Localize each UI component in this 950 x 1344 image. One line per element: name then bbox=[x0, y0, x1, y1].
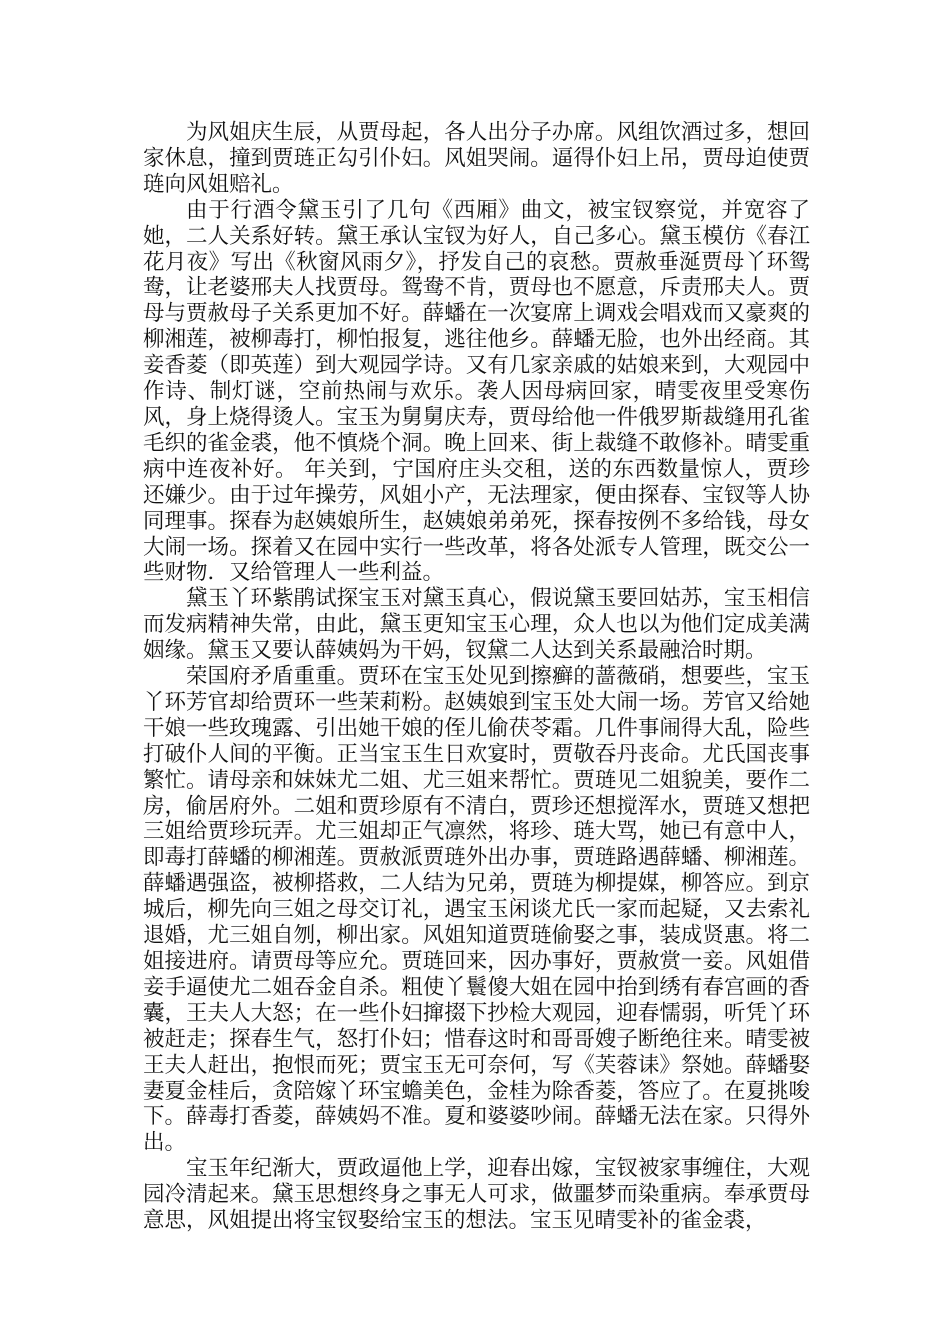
paragraph-2: 由于行酒令黛玉引了几句《西厢》曲文，被宝钗察觉，并宽容了她，二人关系好转。黛王承认宝钗为好人，自己多心。黛玉模仿《春江花月夜》写出《秋窗风雨夕》，抒发自己的哀愁。贾赦垂涎贾母丫环鸳鸯，让老婆邢夫人找贾母。鸳鸯不肯，贾母也不愿意，斥责邢夫人。贾母与贾赦母子关系更加不好。薛蟠在一次宴席上调戏会唱戏而又豪爽的柳湘莲，被柳毒打，柳怕报复，逃往他乡。薛蟠无脸，也外出经商。其妾香菱（即英莲）到大观园学诗。又有几家亲戚的姑娘来到，大观园中作诗、制灯谜，空前热闹与欢乐。袭人因母病回家，晴雯夜里受寒伤风，身上烧得烫人。宝玉为舅舅庆寿，贾母给他一件俄罗斯裁缝用孔雀毛织的雀金裘，他不慎烧个洞。晚上回来、街上裁缝不敢修补。晴雯重病中连夜补好。 年关到，宁国府庄头交租，送的东西数量惊人，贾珍还嫌少。由于过年操劳，风姐小产，无法理家，便由探春、宝钗等人协同理事。探春为赵姨娘所生，赵姨娘弟弟死，探春按例不多给钱，母女大闹一场。探着又在园中实行一些改革，将各处派专人管理，既交公一些财物．又给管理人一些利益。 bbox=[143, 197, 810, 586]
paragraph-3: 黛玉丫环紫鹃试探宝玉对黛玉真心，假说黛玉要回姑苏，宝玉相信而发病精神失常，由此，黛玉更知宝玉心理，众人也以为他们定成美满姻缘。黛玉又要认薛姨妈为干妈，钗黛二人达到关系最融洽时期。 bbox=[143, 586, 810, 664]
document-body bbox=[143, 120, 810, 1234]
paragraph-5: 宝玉年纪渐大，贾政逼他上学，迎春出嫁，宝钗被家事缠住，大观园冷清起来。黛玉思想终身之事无人可求，做噩梦而染重病。奉承贾母意思，风姐提出将宝钗娶给宝玉的想法。宝玉见晴雯补的雀金裘， bbox=[143, 1156, 810, 1234]
paragraph-4: 荣国府矛盾重重。贾环在宝玉处见到擦癣的蔷薇硝，想要些，宝玉丫环芳官却给贾环一些茉莉粉。赵姨娘到宝玉处大闹一场。芳官又给她干娘一些玫瑰露、引出她干娘的侄儿偷茯苓霜。几件事闹得大乱，险些打破仆人间的平衡。正当宝玉生日欢宴时，贾敬吞丹丧命。尤氏国丧事繁忙。请母亲和妹妹尤二姐、尤三姐来帮忙。贾琏见二姐貌美，要作二房，偷居府外。二姐和贾珍原有不清白，贾珍还想搅浑水，贾琏又想把三姐给贾珍玩弄。尤三姐却正气凛然，将珍、琏大骂，她已有意中人，即毒打薛蟠的柳湘莲。贾赦派贾琏外出办事，贾琏路遇薛蟠、柳湘莲。薛蟠遇强盗，被柳搭救，二人结为兄弟，贾琏为柳提媒，柳答应。到京城后，柳先向三姐之母交订礼，遇宝玉闲谈尤氏一家而起疑，又去索礼退婚，尤三姐自刎，柳出家。风姐知道贾琏偷娶之事，装成贤惠。将二姐接进府。请贾母等应允。贾琏回来，因办事好，贾赦赏一妾。风姐借妾手逼使尤二姐吞金自杀。粗使丫鬟傻大姐在园中抬到绣有春宫画的香囊，王夫人大怒；在一些仆妇撺掇下抄检大观园，迎春懦弱，听凭丫环被赶走；探春生气，怒打仆妇；惜春这时和哥哥嫂子断绝往来。晴雯被王夫人赶出，抱恨而死；贾宝玉无可奈何，写《芙蓉诔》祭她。薛蟠娶妻夏金桂后，贪陪嫁丫环宝蟾美色，金桂为除香菱，答应了。在夏挑唆下。薛毒打香菱，薛姨妈不准。夏和婆婆吵闹。薛蟠无法在家。只得外出。 bbox=[143, 664, 810, 1156]
paragraph-1: 为风姐庆生辰，从贾母起，各人出分子办席。风组饮酒过多，想回家休息，撞到贾琏正勾引仆妇。风姐哭闹。逼得仆妇上吊，贾母迫使贾琏向风姐赔礼。 bbox=[143, 120, 810, 197]
